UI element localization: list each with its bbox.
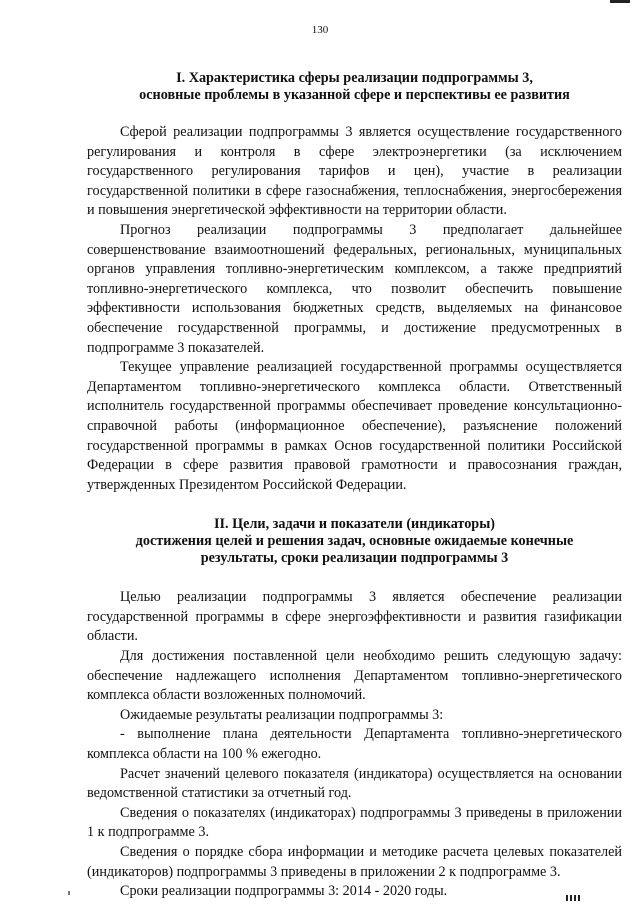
section-2-paragraph: Для достижения поставленной цели необходимо решить следующую задачу: обеспечение надлежащего исполнения Департаментом топливно-энергетического комплекса области возложенных полномочий.	[87, 648, 622, 704]
page-number: 130	[311, 24, 329, 36]
section-1-title-line-1: I. Характеристика сферы реализации подпрограммы 3,	[176, 70, 533, 86]
section-2-title-line-2: достижения целей и решения задач, основные ожидаемые конечные	[135, 533, 574, 550]
section-2-paragraph: Целью реализации подпрограммы 3 является обеспечение реализации государственной программы в сфере энергоэффективности и развития газификации области.	[87, 589, 622, 645]
section-2-paragraph: - выполнение плана деятельности Департамента топливно-энергетического комплекса области на 100 % ежегодно.	[87, 726, 622, 763]
scan-corner-mark	[610, 0, 630, 3]
section-2-paragraph: Сроки реализации подпрограммы 3: 2014 - 2020 годы.	[120, 883, 448, 900]
section-2-title-line-3: результаты, сроки реализации подпрограммы 3	[200, 550, 509, 567]
section-2-title	[87, 516, 622, 567]
section-1-paragraph: Прогноз реализации подпрограммы 3 предполагает дальнейшее совершенствование взаимоотношений федеральных, региональных, муниципальных органов управления топливно-энергетическим комплексом, а также предприятий топливно-энергетического комплекса, что позволит обеспечить повышение эффективности использования бюджетных средств, выделяемых на финансовое обеспечение государственной программы, и достижение предусмотренных в подпрограмме 3 показателей.	[87, 221, 622, 356]
section-1-paragraph: Текущее управление реализацией государственной программы осуществляется Департаментом топливно-энергетического комплекса области. Ответственный исполнитель государственной программы обеспечивает проведение консультационно-справочной работы (информационное обеспечение), разъяснение положений государственной программы в рамках Основ государственной политики Российской Федерации в сфере развития правовой грамотности и правосознания граждан, утвержденных Президентом Российской Федерации.	[87, 359, 622, 493]
document-body	[87, 70, 622, 902]
scan-artifact	[68, 891, 70, 895]
section-2-title-line-1: II. Цели, задачи и показатели (индикаторы)	[213, 516, 495, 533]
section-1-title-line-2: основные проблемы в указанной сфере и перспективы ее развития	[139, 87, 570, 103]
section-2-paragraph: Ожидаемые результаты реализации подпрограммы 3:	[120, 706, 444, 723]
scan-artifact	[566, 895, 580, 901]
section-2-paragraph: Сведения о порядке сбора информации и методике расчета целевых показателей (индикаторов) подпрограммы 3 приведены в приложении 2 к подпрограмме 3.	[87, 844, 622, 880]
section-1-title	[87, 70, 622, 104]
section-2-paragraph: Сведения о показателях (индикаторах) подпрограммы 3 приведены в приложении 1 к подпрограмме 3.	[87, 804, 622, 841]
section-1-paragraph: Сферой реализации подпрограммы 3 является осуществление государственного регулирования и контроля в сфере электроэнергетики (за исключением государственного регулирования тарифов и цен), участие в реализации государственной политики в сфере газоснабжения, теплоснабжения, энергосбережения и повышения энергетической эффективности на территории области.	[87, 124, 622, 219]
section-2-paragraph: Расчет значений целевого показателя (индикатора) осуществляется на основании ведомственной статистики за отчетный год.	[87, 765, 622, 802]
